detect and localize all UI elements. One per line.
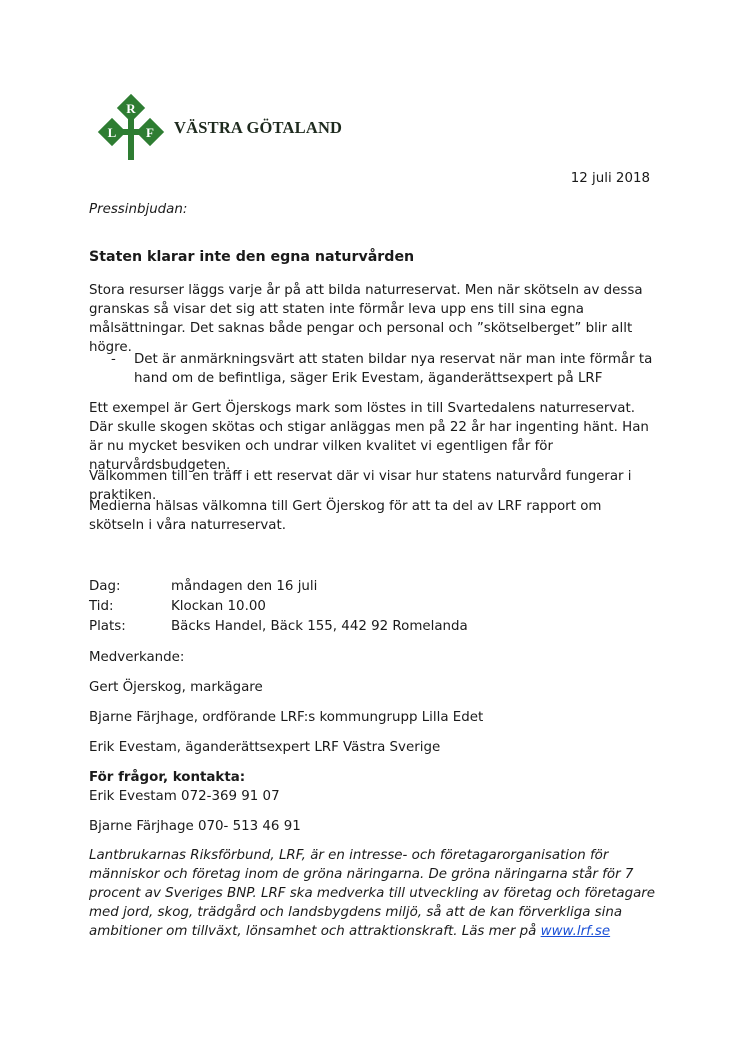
event-place-value: Bäcks Handel, Bäck 155, 442 92 Romelanda bbox=[171, 619, 468, 634]
lrf-tree-icon bbox=[92, 94, 170, 162]
example-paragraph: Ett exempel är Gert Öjerskogs mark som löstes in till Svartedalens naturreservat. Där skulle skogen skötas och stigar anläggas men på 22 år har ingenting hänt. Han är nu mycket besviken och undrar vilken kvalitet vi egentligen får för naturvårdsbudgeten. bbox=[89, 401, 649, 473]
event-time-value: Klockan 10.00 bbox=[171, 599, 266, 614]
participant-item: Gert Öjerskog, markägare bbox=[89, 680, 263, 695]
event-day-label: Dag: bbox=[89, 579, 121, 594]
logo-letter-f: F bbox=[146, 125, 154, 140]
about-lrf-paragraph bbox=[89, 846, 659, 941]
bullet-text: Det är anmärkningsvärt att staten bildar nya reservat när man inte förmår ta hand om de befintliga, säger Erik Evestam, äganderättsexpert på LRF bbox=[134, 352, 653, 386]
contact-heading: För frågor, kontakta: bbox=[89, 770, 246, 785]
logo-name: VÄSTRA GÖTALAND bbox=[174, 118, 343, 137]
intro-paragraph: Stora resurser läggs varje år på att bilda naturreservat. Men när skötseln av dessa granskas så visar det sig att staten inte förmår leva upp ens till sina egna målsättningar. Det saknas både pengar och personal och ”skötselberget” blir allt högre. bbox=[89, 283, 643, 355]
contact-line-evestam: Erik Evestam 072-369 91 07 bbox=[89, 789, 280, 804]
tree-trunk bbox=[128, 116, 134, 160]
bullet-dash: - bbox=[111, 352, 116, 367]
quote-bullet bbox=[89, 350, 659, 388]
page-title: Staten klarar inte den egna naturvården bbox=[89, 249, 415, 265]
participants-heading: Medverkande: bbox=[89, 650, 185, 665]
document-kind: Pressinbjudan: bbox=[89, 202, 188, 217]
logo-letter-r: R bbox=[126, 101, 136, 116]
logo-letter-l: L bbox=[107, 125, 117, 140]
participant-item: Erik Evestam, äganderättsexpert LRF Västra Sverige bbox=[89, 740, 441, 755]
document-date: 12 juli 2018 bbox=[570, 171, 650, 186]
event-day-value: måndagen den 16 juli bbox=[171, 579, 318, 594]
event-place-label: Plats: bbox=[89, 619, 126, 634]
contact-line-farjhage: Bjarne Färjhage 070- 513 46 91 bbox=[89, 819, 301, 834]
lrf-logo bbox=[92, 94, 362, 162]
lrf-website-link[interactable]: www.lrf.se bbox=[540, 924, 611, 939]
media-paragraph: Medierna hälsas välkomna till Gert Öjerskog för att ta del av LRF rapport om skötseln i våra naturreservat. bbox=[89, 499, 602, 533]
welcome-paragraph: Välkommen till en träff i ett reservat där vi visar hur statens naturvård fungerar i praktiken. bbox=[89, 469, 632, 503]
about-lrf-text: Lantbrukarnas Riksförbund, LRF, är en intresse- och företagarorganisation för människor och företag inom de gröna näringarna. De gröna näringarna står för 7 procent av Sveriges BNP. LRF ska medverka till utveckling av företag och företagare med jord, skog, trädgård och landsbygdens miljö, så att de kan förverkliga sina ambitioner om tillväxt, lönsamhet och attraktionskraft. Läs mer på bbox=[89, 848, 656, 939]
event-time-label: Tid: bbox=[89, 599, 114, 614]
participant-item: Bjarne Färjhage, ordförande LRF:s kommungrupp Lilla Edet bbox=[89, 710, 484, 725]
